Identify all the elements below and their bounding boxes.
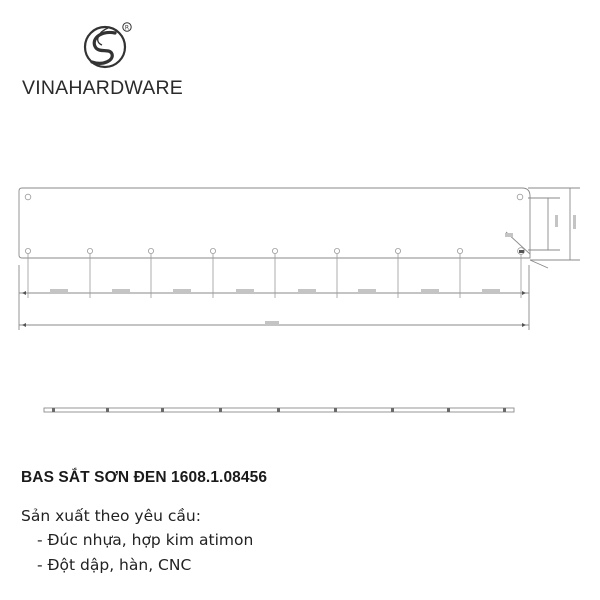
bracket-side-view xyxy=(44,408,514,412)
brand-logo xyxy=(0,0,600,110)
svg-text:R: R xyxy=(124,24,130,32)
process-list xyxy=(21,528,253,578)
list-item: - Đột dập, hàn, CNC xyxy=(37,556,192,574)
description-intro: Sản xuất theo yêu cầu: xyxy=(21,507,201,525)
list-item: - Đúc nhựa, hợp kim atimon xyxy=(37,531,254,549)
product-description xyxy=(21,505,253,578)
brand-logo-icon xyxy=(78,18,134,74)
bracket-outline xyxy=(19,188,530,258)
brand-name: VINAHARDWARE xyxy=(22,77,183,99)
bracket-technical-drawing xyxy=(0,170,600,430)
product-title: BAS SẮT SƠN ĐEN 1608.1.08456 xyxy=(21,469,268,486)
